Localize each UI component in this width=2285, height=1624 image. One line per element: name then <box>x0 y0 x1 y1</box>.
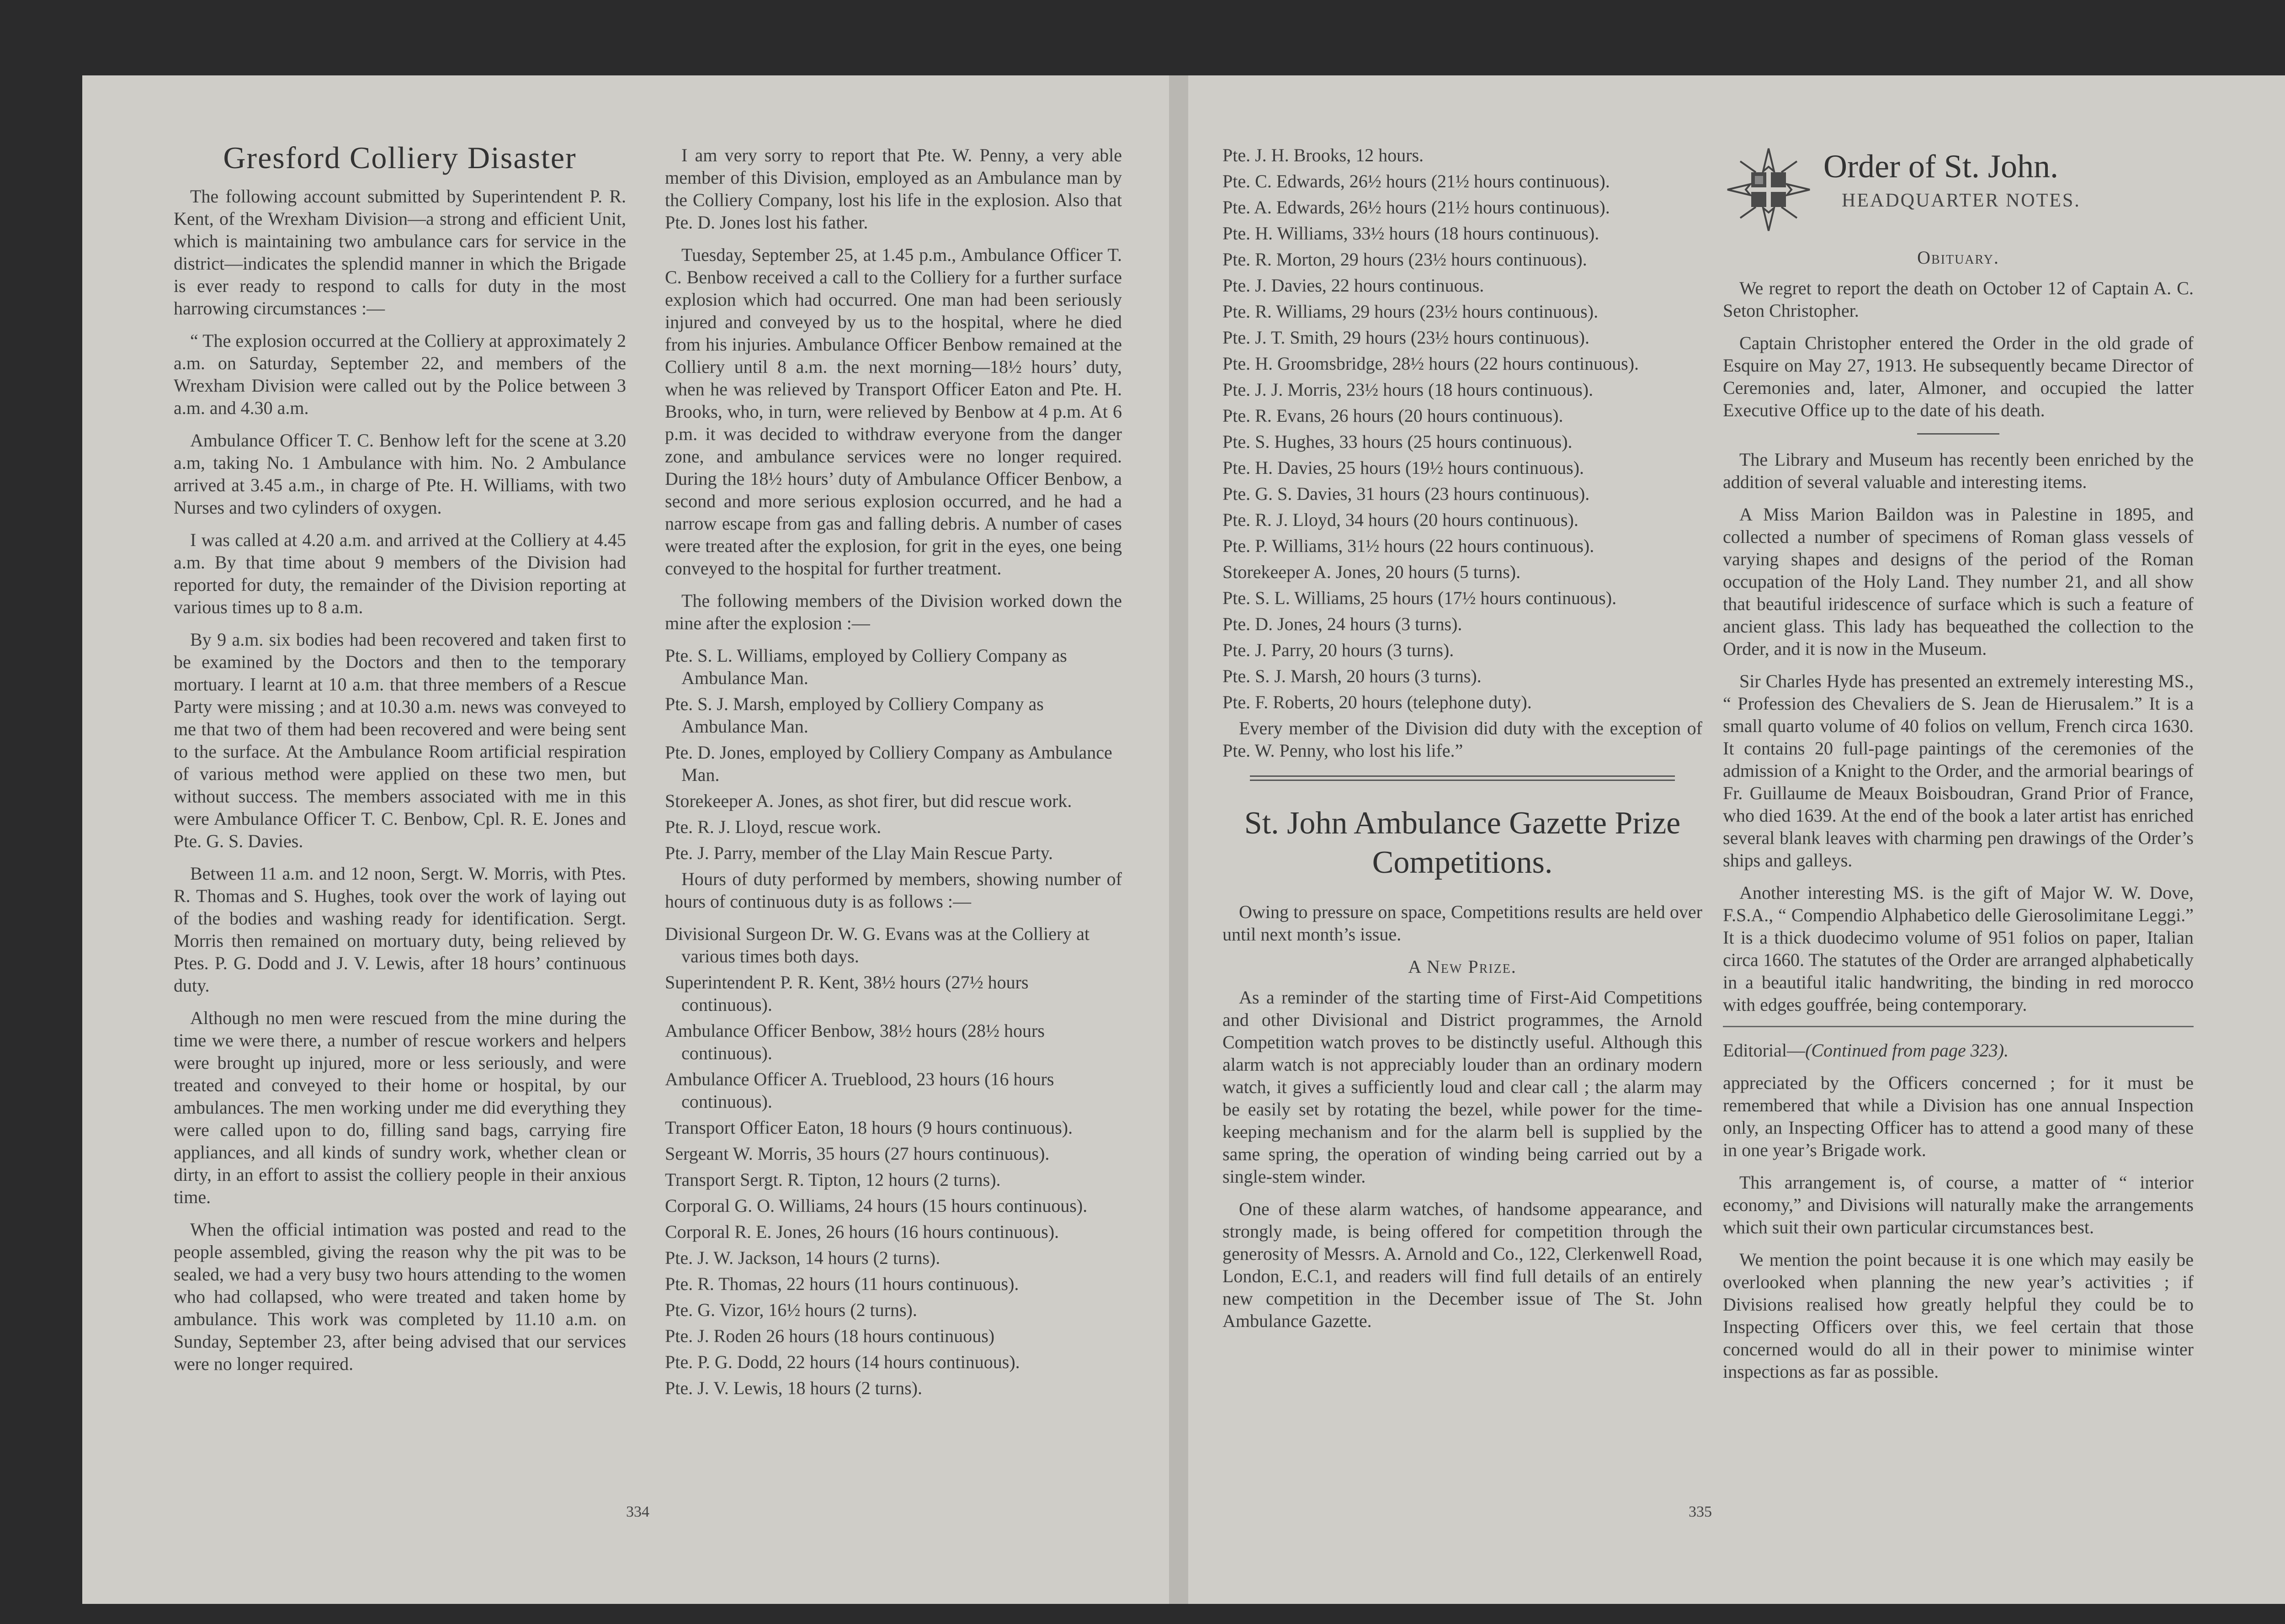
list-item: Storekeeper A. Jones, as shot firer, but did rescue work. <box>665 791 1072 811</box>
list-item: Pte. J. W. Jackson, 14 hours (2 turns). <box>665 1247 941 1268</box>
left-column-2 <box>665 144 1122 1533</box>
list-item: Corporal R. E. Jones, 26 hours (16 hours continuous). <box>665 1221 1059 1242</box>
order-subtitle: HEADQUARTER NOTES. <box>1842 190 2081 211</box>
paragraph: Although no men were rescued from the mine during the time we were there, a number of rescue workers and helpers were brought up injured, more or less seriously, and were treated and conveyed to their home or hospital, by our ambulances. The men working under me did everything they were called upon to do, filling sand bags, carrying fire appliances, and all kinds of sundry work, whether clean or dirty, in an effort to assist the colliery people in their anxious time. <box>174 1008 626 1207</box>
paragraph: Ambulance Officer T. C. Benhow left for the scene at 3.20 a.m, taking No. 1 Ambulance with him. No. 2 Ambulance arrived at 3.45 a.m., in charge of Pte. H. Williams, with two Nurses and two cylinders of oxygen. <box>174 430 626 518</box>
paragraph: Between 11 a.m. and 12 noon, Sergt. W. Morris, with Ptes. R. Thomas and S. Hughes, took over the work of laying out of the bodies and washing ready for identification. Sergt. Morris then remained on mortuary duty, being relieved by Ptes. P. G. Dodd and J. V. Lewis, after 18 hours’ continuous duty. <box>174 863 626 996</box>
list-item: Pte. J. J. Morris, 23½ hours (18 hours continuous). <box>1222 379 1594 400</box>
list-item: Superintendent P. R. Kent, 38½ hours (27½ hours continuous). <box>665 972 1029 1015</box>
list-item: Pte. S. L. Williams, employed by Colliery Company as Ambulance Man. <box>665 645 1067 688</box>
subheading: A New Prize. <box>1408 956 1517 977</box>
paragraph: One of these alarm watches, of handsome appearance, and strongly made, is being offered for competition through the generosity of Messrs. A. Arnold and Co., 122, Clerkenwell Road, London, E.C.1, and readers will find full details of an entirely new competition in the December issue of The St. John Ambulance Gazette. <box>1222 1199 1702 1331</box>
list-item: Pte. G. Vizor, 16½ hours (2 turns). <box>665 1300 917 1320</box>
paragraph: When the official intimation was posted and read to the people assembled, giving the reason why the pit was to be sealed, we had a very busy two hours attending to the women who had collapsed, who were treated and taken home by ambulance. This work was completed by 11.10 a.m. on Sunday, September 23, after being advised that our services were no longer required. <box>174 1219 626 1374</box>
list-item: Sergeant W. Morris, 35 hours (27 hours continuous). <box>665 1143 1050 1164</box>
paragraph: Sir Charles Hyde has presented an extremely interesting MS., “ Profession des Chevaliers de S. Jean de Hierusalem.” It is a small quarto volume of 40 folios on vellum, French circa 1630. It contains 20 full-page paintings of the ceremonies of the admission of a Knight to the Order, and the armorial bearings of Fr. Guillaume de Meaux Boisboudran, Grand Prior of France, who died 1639. At the end of the book a later artist has enriched several blank leaves with charming pen drawings of the Order’s ships and galleys. <box>1723 671 2194 870</box>
list-item: Ambulance Officer A. Trueblood, 23 hours (16 hours continuous). <box>665 1069 1054 1112</box>
paragraph: I was called at 4.20 a.m. and arrived at the Colliery at 4.45 a.m. By that time about 9 members of the Division had reported for duty, the remainder of the Division reporting at various times up to 8 a.m. <box>174 530 626 617</box>
list-item: Pte. F. Roberts, 20 hours (telephone duty). <box>1222 692 1532 712</box>
obituary-heading: Obituary. <box>1917 247 1999 268</box>
left-column-1 <box>174 139 626 1533</box>
list-item: Pte. H. Williams, 33½ hours (18 hours continuous). <box>1222 223 1600 244</box>
list-item: Pte. J. V. Lewis, 18 hours (2 turns). <box>665 1378 922 1398</box>
paragraph: The following members of the Division worked down the mine after the explosion :— <box>665 590 1122 633</box>
prize-competitions-title: St. John Ambulance Gazette Prize Competitions. <box>1244 806 1681 880</box>
list-item: Pte. H. Davies, 25 hours (19½ hours continuous). <box>1222 457 1584 478</box>
list-item: Pte. C. Edwards, 26½ hours (21½ hours continuous). <box>1222 171 1610 191</box>
list-item: Pte. H. Groomsbridge, 28½ hours (22 hours continuous). <box>1222 353 1639 374</box>
paragraph: Hours of duty performed by members, showing number of hours of continuous duty is as follows :— <box>665 869 1122 912</box>
editorial-continuation-line <box>1723 1039 2194 1061</box>
list-item: Transport Officer Eaton, 18 hours (9 hours continuous). <box>665 1117 1073 1138</box>
section-divider <box>1250 775 1675 781</box>
right-column-1 <box>1222 144 1702 1533</box>
list-item: Pte. R. Evans, 26 hours (20 hours continuous). <box>1222 405 1563 426</box>
paragraph: We regret to report the death on October 12 of Captain A. C. Seton Christopher. <box>1723 278 2194 321</box>
paragraph: Tuesday, September 25, at 1.45 p.m., Ambulance Officer T. C. Benbow received a call to the Colliery for a further surface explosion which had occurred. One man had been seriously injured and conveyed by us to the hospital, where he died from his injuries. Ambulance Officer Benbow remained at the Colliery until 8 a.m. the next morning—18½ hours’ duty, when he was relieved by Transport Officer Eaton and Pte. H. Brooks, who, in turn, were relieved by Benbow at 4 p.m. At 6 p.m. it was decided to withdraw everyone from the danger zone, and ambulance services were no longer required. During the 18½ hours’ duty of Ambulance Officer Benbow, a second and more serious explosion occurred, and he had a narrow escape from gas and falling debris. A number of cases were treated after the explosion, for grit in the eyes, one being conveyed to the hospital for further treatment. <box>665 244 1122 578</box>
paragraph: The Library and Museum has recently been enriched by the addition of several valuable and interesting items. <box>1723 449 2194 492</box>
list-item: Pte. R. J. Lloyd, rescue work. <box>665 817 882 837</box>
paragraph: The following account submitted by Superintendent P. R. Kent, of the Wrexham Division—a strong and efficient Unit, which is maintaining two ambulance cars for service in the district—indicates the splendid manner in which the Brigade is ever ready to respond to calls for duty in the most harrowing circumstances :— <box>174 186 626 318</box>
right-page <box>1188 75 2285 1604</box>
paragraph: Every member of the Division did duty with the exception of Pte. W. Penny, who lost his life.” <box>1222 718 1702 761</box>
order-header <box>1723 144 2194 240</box>
list-item: Divisional Surgeon Dr. W. G. Evans was at the Colliery at various times both days. <box>665 923 1090 966</box>
divider <box>1917 433 1999 435</box>
list-item: Pte. R. Williams, 29 hours (23½ hours continuous). <box>1222 301 1599 322</box>
list-item: Pte. P. G. Dodd, 22 hours (14 hours continuous). <box>665 1352 1020 1372</box>
list-item: Pte. J. Davies, 22 hours continuous. <box>1222 275 1484 296</box>
paragraph: As a reminder of the starting time of First-Aid Competitions and other Divisional and District programmes, the Arnold Competition watch proves to be distinctly useful. Although this alarm watch is not appreciably louder than an ordinary modern watch, it gives a sufficiently loud and clear call ; the alarm may be easily set by rotating the bezel, while power for the time-keeping mechanism and for the alarm bell is supplied by the same spring, the operation of winding being carried out by a single-stem winder. <box>1222 987 1702 1187</box>
list-item: Pte. R. Morton, 29 hours (23½ hours continuous). <box>1222 249 1587 270</box>
list-item: Storekeeper A. Jones, 20 hours (5 turns). <box>1222 562 1521 582</box>
paragraph: Another interesting MS. is the gift of Major W. W. Dove, F.S.A., “ Compendio Alphabetico delle Gierosolimitane Leggi.” It is a thick duodecimo volume of 951 folios on paper, Italian circa 1660. The statutes of the Order are arranged alphabetically in a beautiful italic handwriting, the binding in red morocco with edges gouffrée, being contemporary. <box>1723 882 2194 1015</box>
right-column-2 <box>1723 144 2194 1533</box>
paragraph: This arrangement is, of course, a matter of “ interior economy,” and Divisions will naturally make the arrangements which suit their own particular circumstances best. <box>1723 1172 2194 1237</box>
list-item: Pte. G. S. Davies, 31 hours (23 hours continuous). <box>1222 483 1590 504</box>
list-item: Pte. R. J. Lloyd, 34 hours (20 hours continuous). <box>1222 509 1578 530</box>
paragraph: Owing to pressure on space, Competitions results are held over until next month’s issue. <box>1222 902 1702 945</box>
left-page <box>82 75 1170 1604</box>
list-item: Pte. D. Jones, 24 hours (3 turns). <box>1222 614 1462 634</box>
list-item: Pte. J. Parry, 20 hours (3 turns). <box>1222 640 1454 660</box>
page-number-left: 334 <box>626 1503 649 1520</box>
article-title: Gresford Colliery Disaster <box>223 140 577 175</box>
list-item: Pte. S. Hughes, 33 hours (25 hours continuous). <box>1222 431 1573 452</box>
order-title: Order of St. John. <box>1823 148 2058 185</box>
paragraph: We mention the point because it is one which may easily be overlooked when planning the new year’s activities ; if Divisions realised how greatly helpful they could be to Inspecting Officers over this, we feel certain that those concerned would do all in their power to minimise winter inspections as far as possible. <box>1723 1249 2194 1382</box>
paragraph: Captain Christopher entered the Order in the old grade of Esquire on May 27, 1913. He subsequently became Director of Ceremonies and, later, Almoner, and occupied the latter Executive Office up to the date of his death. <box>1723 333 2194 420</box>
paragraph: I am very sorry to report that Pte. W. Penny, a very able member of this Division, employed as an Ambulance man by the Colliery Company, lost his life in the explosion. Also that Pte. D. Jones lost his father. <box>665 145 1122 233</box>
order-crest-icon <box>1723 144 1814 235</box>
paragraph: A Miss Marion Baildon was in Palestine in 1895, and collected a number of specimens of Roman glass vessels of varying shapes and designs of the period of the Roman occupation of the Holy Land. They number 21, and all show that beautiful iridescence of surface which is such a feature of ancient glass. This lady has bequeathed the collection to the Order, and it is now in the Museum. <box>1723 504 2194 659</box>
list-item: Pte. S. J. Marsh, 20 hours (3 turns). <box>1222 666 1482 686</box>
paragraph: By 9 a.m. six bodies had been recovered and taken first to be examined by the Doctors and then to the temporary mortuary. I learnt at 10 a.m. that three members of a Rescue Party were missing ; and at 10.30 a.m. news was conveyed to me that two of them had been recovered and were being sent to the surface. At the Ambulance Room artificial respiration of various method were applied on these two men, but without success. The members associated with me in this were Ambulance Officer T. C. Benbow, Cpl. R. E. Jones and Pte. G. S. Davies. <box>174 629 626 851</box>
editorial-continued-note: (Continued from page 323). <box>1805 1040 2009 1061</box>
page-number-right: 335 <box>1689 1503 1712 1520</box>
list-item: Pte. J. Roden 26 hours (18 hours continuous) <box>665 1326 995 1346</box>
book-gutter <box>1169 75 1189 1604</box>
list-item: Pte. D. Jones, employed by Colliery Company as Ambulance Man. <box>665 742 1112 785</box>
editorial-label: Editorial— <box>1723 1040 1805 1061</box>
list-item: Pte. J. Parry, member of the Llay Main Rescue Party. <box>665 843 1053 863</box>
list-item: Pte. S. L. Williams, 25 hours (17½ hours continuous). <box>1222 588 1617 608</box>
list-item: Pte. J. H. Brooks, 12 hours. <box>1222 145 1424 165</box>
list-item: Ambulance Officer Benbow, 38½ hours (28½ hours continuous). <box>665 1020 1045 1063</box>
list-item: Pte. P. Williams, 31½ hours (22 hours continuous). <box>1222 536 1594 556</box>
list-item: Transport Sergt. R. Tipton, 12 hours (2 turns). <box>665 1169 1001 1190</box>
list-item: Corporal G. O. Williams, 24 hours (15 hours continuous). <box>665 1195 1088 1216</box>
paragraph: appreciated by the Officers concerned ; for it must be remembered that while a Division has one annual Inspection only, an Inspecting Officer has to attend a good many of these in one year’s Brigade work. <box>1723 1072 2194 1160</box>
paragraph: “ The explosion occurred at the Colliery at approximately 2 a.m. on Saturday, September 22, and members of the Wrexham Division were called out by the Police between 3 a.m. and 4.30 a.m. <box>174 330 626 418</box>
list-item: Pte. A. Edwards, 26½ hours (21½ hours continuous). <box>1222 197 1610 218</box>
list-item: Pte. J. T. Smith, 29 hours (23½ hours continuous). <box>1222 327 1589 348</box>
list-item: Pte. S. J. Marsh, employed by Colliery Company as Ambulance Man. <box>665 694 1044 737</box>
list-item: Pte. R. Thomas, 22 hours (11 hours continuous). <box>665 1274 1019 1294</box>
divider <box>1723 1026 2194 1027</box>
